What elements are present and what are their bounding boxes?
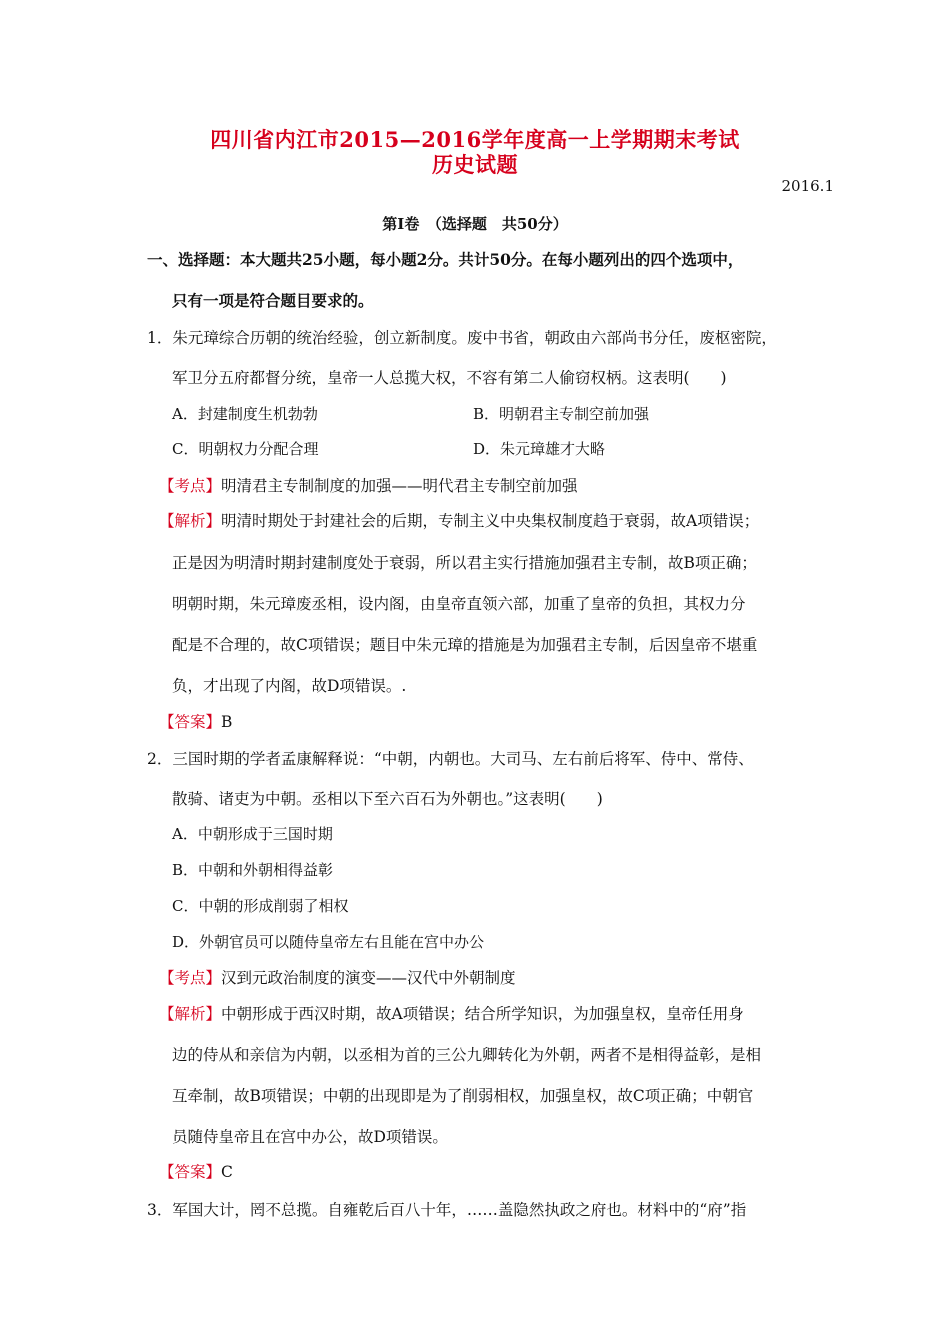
q2-answer-value: C: [221, 1163, 233, 1181]
kaodian-tag: 【考点】: [159, 969, 222, 987]
exam-date: 2016.1: [781, 177, 834, 195]
q2-jiexi-line4: 员随侍皇帝且在宫中办公，故D项错误。: [172, 1128, 448, 1146]
answer-tag: 【答案】: [159, 713, 222, 731]
q1-jiexi-line4: 配是不合理的，故C项错误；题目中朱元璋的措施是为加强君主专制，后因皇帝不堪重: [172, 636, 758, 654]
q1-jiexi-line2: 正是因为明清时期封建制度处于衰弱，所以君主实行措施加强君主专制，故B项正确；: [172, 554, 757, 572]
q1-stem-line1: 1．朱元璋综合历朝的统治经验，创立新制度。废中书省，朝政由六部尚书分任，废枢密院，: [147, 329, 777, 347]
q1-jiexi-line3: 明朝时期，朱元璋废丞相，设内阁，由皇帝直领六部，加重了皇帝的负担，其权力分: [172, 595, 746, 613]
q1-stem-line2: 军卫分五府都督分统，皇帝一人总揽大权，不容有第二人偷窃权柄。这表明( ): [172, 369, 727, 387]
q1-jiexi: [159, 509, 759, 531]
q2-kaodian: [159, 966, 516, 988]
q2-answer: [159, 1160, 233, 1182]
q2-jiexi-line3: 互牵制，故B项错误；中朝的出现即是为了削弱相权，加强皇权，故C项正确；中朝官: [172, 1087, 754, 1105]
q1-option-d: D．朱元璋雄才大略: [473, 440, 606, 458]
q1-jiexi-line1: 明清时期处于封建社会的后期，专制主义中央集权制度趋于衰弱，故A项错误；: [221, 512, 760, 530]
q2-jiexi-line1: 中朝形成于西汉时期，故A项错误；结合所学知识，为加强皇权，皇帝任用身: [221, 1005, 744, 1023]
q1-option-a: A．封建制度生机勃勃: [172, 405, 318, 423]
exam-subtitle: 历史试题: [432, 152, 518, 177]
q3-stem-line1: 3．军国大计，罔不总揽。自雍乾后百八十年，……盖隐然执政之府也。材料中的“府”指: [147, 1201, 747, 1219]
q2-jiexi-line2: 边的侍从和亲信为内朝，以丞相为首的三公九卿转化为外朝，两者不是相得益彰，是相: [172, 1046, 762, 1064]
q1-kaodian: [159, 474, 578, 496]
part-intro-line1: 一、选择题：本大题共25小题，每小题2分。共计50分。在每小题列出的四个选项中，: [147, 250, 744, 269]
jiexi-tag: 【解析】: [159, 512, 222, 530]
kaodian-tag: 【考点】: [159, 477, 222, 495]
answer-tag: 【答案】: [159, 1163, 222, 1181]
q2-kaodian-text: 汉到元政治制度的演变——汉代中外朝制度: [221, 969, 516, 987]
q1-jiexi-line5: 负，才出现了内阁，故D项错误。.: [172, 677, 407, 695]
q1-option-b: B．明朝君主专制空前加强: [473, 405, 650, 423]
q2-option-c: C．中朝的形成削弱了相权: [172, 897, 349, 915]
q2-stem-line1: 2．三国时期的学者孟康解释说：“中朝，内朝也。大司马、左右前后将军、侍中、常侍、: [147, 750, 754, 768]
q2-option-d: D．外朝官员可以随侍皇帝左右且能在宫中办公: [172, 933, 485, 951]
q2-jiexi: [159, 1002, 744, 1024]
jiexi-tag: 【解析】: [159, 1005, 222, 1023]
q1-kaodian-text: 明清君主专制制度的加强——明代君主专制空前加强: [221, 477, 578, 495]
section-header: 第Ⅰ卷 （选择题 共50分）: [382, 215, 568, 233]
q1-option-c: C．明朝权力分配合理: [172, 440, 319, 458]
q1-answer: [159, 710, 232, 732]
q1-answer-value: B: [221, 713, 233, 731]
q2-option-b: B．中朝和外朝相得益彰: [172, 861, 334, 879]
q2-stem-line2: 散骑、诸吏为中朝。丞相以下至六百石为外朝也。”这表明( ): [172, 790, 603, 808]
q2-option-a: A．中朝形成于三国时期: [172, 825, 333, 843]
exam-title: 四川省内江市2015—2016学年度高一上学期期末考试: [210, 127, 740, 152]
part-intro-line2: 只有一项是符合题目要求的。: [172, 291, 374, 310]
